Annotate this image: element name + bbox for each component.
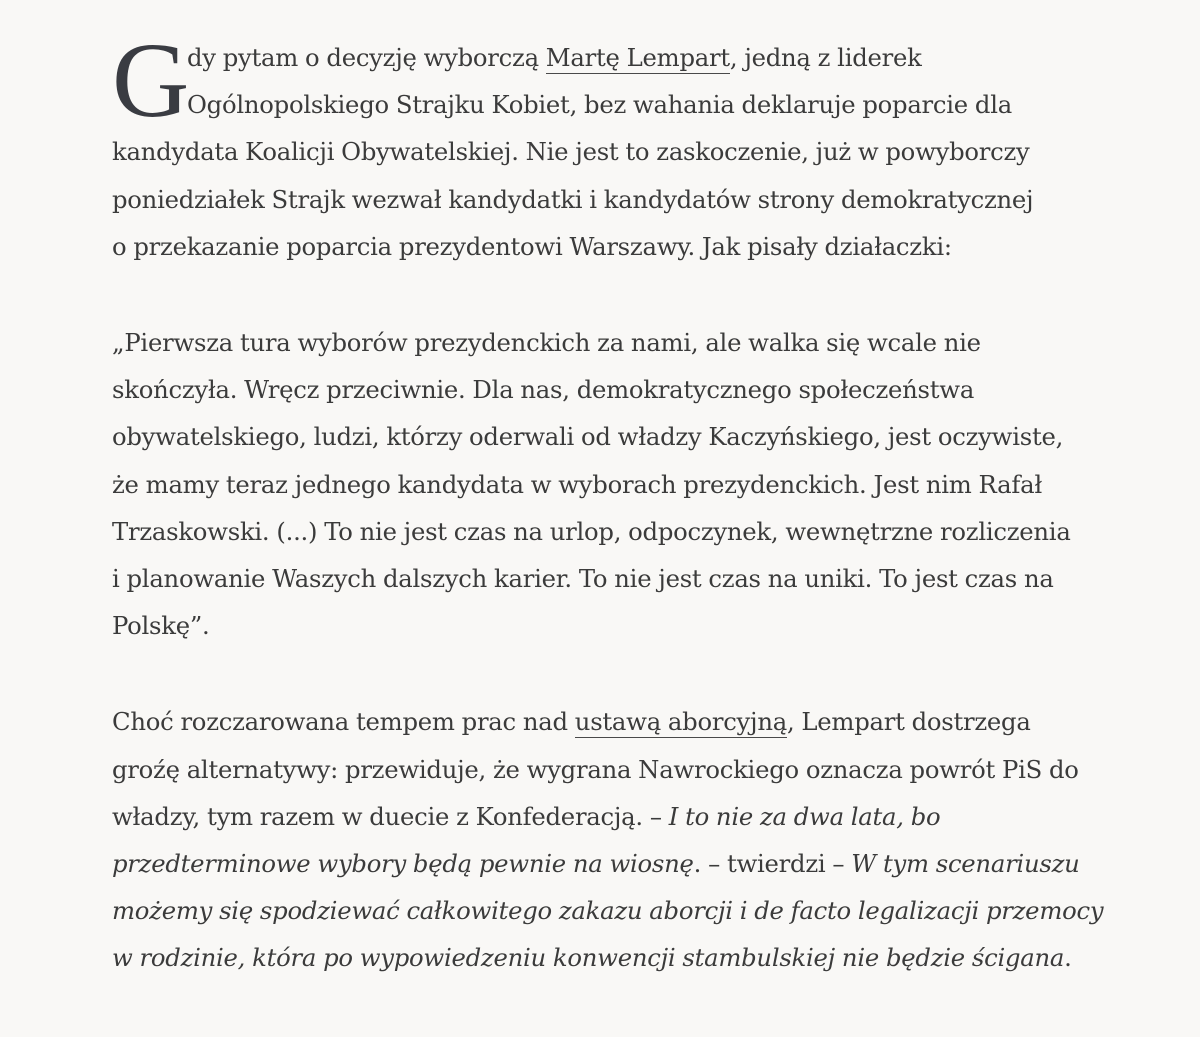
text-line: Ogólnopolskiego Strajku Kobiet, bez wahania deklaruje poparcie dla	[187, 90, 1012, 120]
text-line: że mamy teraz jednego kandydata w wyborach prezydenckich. Jest nim Rafał	[112, 469, 1042, 499]
text-line: przedterminowe wybory będą pewnie na wiosnę. – twierdzi – W tym scenariuszu	[112, 849, 1080, 879]
paragraph-intro	[112, 22, 1088, 270]
text-line: groźę alternatywy: przewiduje, że wygrana Nawrockiego oznacza powrót PiS do	[112, 754, 1079, 784]
italic-quote: W tym scenariuszu	[851, 849, 1080, 879]
paragraph-quote	[112, 319, 1088, 649]
text-line: skończyła. Wręcz przeciwnie. Dla nas, demokratycznego społeczeństwa	[112, 375, 975, 405]
italic-quote: I to nie za dwa lata, bo	[668, 801, 941, 831]
text-line: obywatelskiego, ludzi, którzy oderwali od władzy Kaczyńskiego, jest oczywiste,	[112, 422, 1064, 452]
text-line: Choć rozczarowana tempem prac nad ustawą aborcyjną, Lempart dostrzega	[112, 707, 1031, 737]
italic-quote: przedterminowe wybory będą pewnie na wiosnę	[112, 849, 694, 879]
text-line: poniedziałek Strajk wezwał kandydatki i kandydatów strony demokratycznej	[112, 184, 1034, 214]
paragraph-abortion-law	[112, 698, 1104, 981]
text-line: dy pytam o decyzję wyborczą Martę Lempart, jedną z liderek	[187, 43, 922, 72]
article-body	[112, 22, 1104, 982]
link-ustawa-aborcyjna[interactable]: ustawą aborcyjną	[574, 707, 787, 737]
link-marta-lempart[interactable]: Martę Lempart	[545, 43, 730, 72]
text-line: władzy, tym razem w duecie z Konfederacją. – I to nie za dwa lata, bo	[112, 801, 941, 831]
text-line: i planowanie Waszych dalszych karier. To nie jest czas na uniki. To jest czas na	[112, 564, 1054, 594]
italic-quote: w rodzinie, która po wypowiedzeniu konwencji stambulskiej nie będzie ścigana	[112, 943, 1065, 973]
italic-quote: możemy się spodziewać całkowitego zakazu aborcji i de facto legalizacji przemocy	[112, 896, 1104, 926]
text-line: kandydata Koalicji Obywatelskiej. Nie jest to zaskoczenie, już w powyborczy	[112, 137, 1030, 167]
text-line: w rodzinie, która po wypowiedzeniu konwencji stambulskiej nie będzie ścigana.	[112, 943, 1072, 973]
text-line: o przekazanie poparcia prezydentowi Warszawy. Jak pisały działaczki:	[112, 231, 952, 261]
text-line: Trzaskowski. (...) To nie jest czas na urlop, odpoczynek, wewnętrzne rozliczenia	[112, 516, 1071, 546]
text-line: „Pierwsza tura wyborów prezydenckich za nami, ale walka się wcale nie	[112, 328, 981, 358]
drop-cap: G	[112, 22, 190, 140]
text-line: Polskę”.	[112, 611, 210, 641]
